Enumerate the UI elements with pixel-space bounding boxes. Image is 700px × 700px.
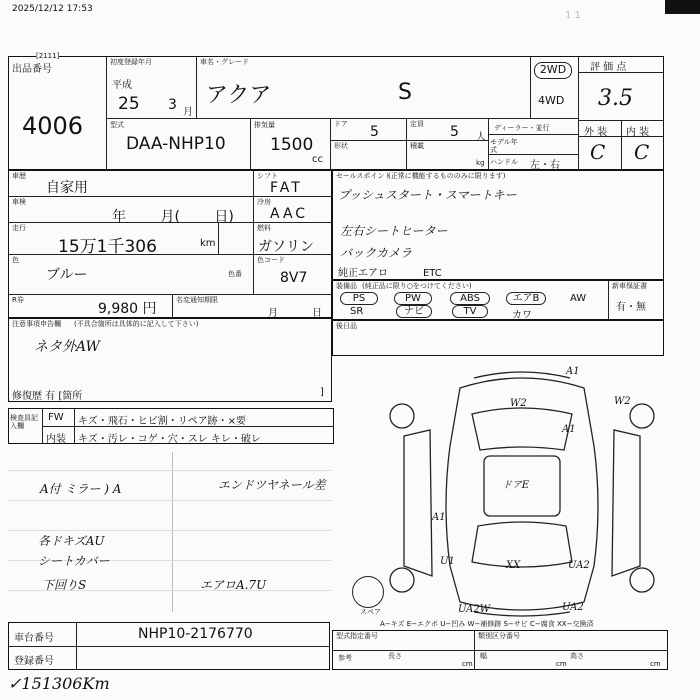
cc-unit: cc <box>312 154 323 165</box>
drive-4wd: 4WD <box>538 94 565 107</box>
disp-label: 排気量 <box>254 121 275 129</box>
insp-hand-4: シートカバー <box>38 554 110 568</box>
mileage-label: 走行 <box>12 224 26 232</box>
height-unit: cm <box>650 660 661 668</box>
notes-sub: (不具合箇所は具体的に記入して下さい) <box>74 320 199 328</box>
repair-end: ] <box>320 387 324 398</box>
insp-hand-6: エアロA.7U <box>200 578 267 592</box>
insp-row2-title: 内装 <box>46 434 66 445</box>
corner-mark <box>665 0 700 14</box>
load-label: 積載 <box>410 142 424 150</box>
model-label: 型式 <box>110 121 124 129</box>
capacity-value: 5 <box>450 124 459 140</box>
type-no-sub: 類別区分番号 <box>478 632 520 640</box>
diagram-mark-door: ドアE <box>502 480 529 491</box>
damage-legend: A−キズ E−エクボ U−凹み W−補修跡 S−サビ C−腐食 XX−交換済 <box>380 620 594 628</box>
insp-hand-5: 下回りS <box>42 578 87 592</box>
sales-line-5: 純正エアロ ETC <box>338 268 442 279</box>
tax-label: 名変通知期限 <box>176 296 218 304</box>
int-label: 内 装 <box>626 127 650 138</box>
equip-sr: SR <box>350 306 364 317</box>
disp-value: 1500 <box>270 135 314 155</box>
bottom-handwriting: ✓151306Km <box>8 674 110 693</box>
width-label: 幅 <box>480 652 487 660</box>
equip-sub: (純正品に限り○をつけてください) <box>362 282 472 290</box>
ext-score: C <box>590 140 606 164</box>
color-code-label: 色コード <box>257 256 285 264</box>
lot-label: 出品番号 <box>12 64 52 75</box>
inspection-value: 年 月( 日) <box>112 209 234 225</box>
color-label: 色 <box>12 256 19 264</box>
equip-abs: ABS <box>450 292 490 305</box>
fuel-value: ガソリン <box>258 239 314 255</box>
door-value: 5 <box>370 124 379 140</box>
equip-tv: TV <box>452 305 488 318</box>
reg-no-label: 登録番号 <box>14 656 54 667</box>
handle-value: 左・右 <box>530 160 560 171</box>
reg-month: 3 <box>168 97 177 113</box>
height-label: 高さ <box>570 652 584 660</box>
equip-ps: PS <box>340 292 378 305</box>
shape-label: 形状 <box>334 142 348 150</box>
sales-label: セールスポイント <box>336 172 392 180</box>
diagram-mark-ua2-right: UA2 <box>568 560 590 571</box>
form-code: [2111] <box>36 52 60 60</box>
diagram-mark-ua2w: UA2W <box>458 604 490 615</box>
diagram-mark-ua2-bottom: UA2 <box>562 602 584 613</box>
sales-line-4: バックカメラ <box>340 246 413 260</box>
km-unit: km <box>200 238 216 249</box>
tax-day: 日 <box>312 308 322 319</box>
first-reg-label: 初度登録年月 <box>110 58 152 66</box>
inspection-label: 車検 <box>12 198 26 206</box>
print-datetime: 2025/12/12 17:53 <box>12 4 93 14</box>
diagram-mark-a1-right: A1 <box>562 424 576 435</box>
diagram-mark-w2-left: W2 <box>510 398 527 409</box>
sales-sub: (正常に機能するもののみに限ります) <box>388 172 506 180</box>
recycle-value: 9,980 円 <box>98 301 157 317</box>
rear-label: 後日品 <box>336 322 357 330</box>
insp-row2: キズ・汚レ・コゲ・穴・スレ キレ・破レ <box>78 434 261 445</box>
insp-hand-3: 各ドキズAU <box>38 534 105 548</box>
shift-value: FAT <box>270 180 303 196</box>
chassis-value: NHP10-2176770 <box>138 626 253 642</box>
month-unit: 月 <box>183 107 193 118</box>
equip-leather: カワ <box>512 310 532 321</box>
ref-label: 参考 <box>338 654 352 662</box>
drive-2wd: 2WD <box>534 62 572 79</box>
ext-label: 外 装 <box>584 127 608 138</box>
ac-label: 冷房 <box>257 198 271 206</box>
handle-label: ハンドル <box>490 158 518 166</box>
era: 平成 <box>112 80 132 91</box>
insp-row1: キズ・飛石・ヒビ割・リペア跡・×要 <box>78 416 246 427</box>
equip-label: 装備品 <box>336 282 357 290</box>
color-code-value: 8V7 <box>280 270 308 286</box>
manual-label: 新車保証書 <box>612 282 647 290</box>
manual-value: 有・無 <box>616 302 646 313</box>
model-year-label: モデル年式 <box>490 138 518 154</box>
color-no-label: 色番 <box>228 270 242 278</box>
model-value: DAA-NHP10 <box>126 134 226 154</box>
notes-label: 注意事項申告欄 <box>12 320 61 328</box>
color-value: ブルー <box>46 267 88 283</box>
door-label: ドア <box>334 120 348 128</box>
capacity-label: 定員 <box>410 120 424 128</box>
rear-box <box>332 320 664 356</box>
diagram-mark-a1-top: A1 <box>566 366 580 377</box>
diagram-mark-a1-left: A1 <box>432 512 446 523</box>
equip-aw: AW <box>570 293 587 304</box>
equip-navi: ナビ <box>396 305 432 318</box>
recycle-label: R券 <box>12 296 24 304</box>
score-value: 3.5 <box>598 86 633 111</box>
mileage-value: 15万1千306 <box>58 237 157 257</box>
int-score: C <box>634 140 650 164</box>
name-label: 車名・グレード <box>200 58 249 66</box>
person-unit: 人 <box>476 132 486 143</box>
history-value: 自家用 <box>46 180 88 196</box>
repair-label: 修復歴 有 [箇所 <box>12 391 83 402</box>
equip-pw: PW <box>394 292 432 305</box>
diagram-mark-xx: XX <box>506 560 521 571</box>
faint-header: 1 1 <box>565 10 581 21</box>
insp-hand-1: A付 ミラー ) A <box>40 482 122 496</box>
fuel-label: 燃料 <box>257 224 271 232</box>
score-label: 評 価 点 <box>590 62 627 73</box>
car-name: アクア <box>206 83 272 108</box>
inspector-label: 検査員記入欄 <box>10 414 38 430</box>
notes-handwritten: ネタ外AW <box>34 339 100 355</box>
car-grade: S <box>398 80 412 105</box>
sales-line-3: 左右シートヒーター <box>340 224 448 238</box>
history-label: 車歴 <box>12 172 26 180</box>
chassis-label: 車台番号 <box>14 633 54 644</box>
width-unit: cm <box>556 660 567 668</box>
reg-year: 25 <box>118 94 140 114</box>
ac-value: AAC <box>270 206 309 222</box>
type-no-label: 型式指定番号 <box>336 632 378 640</box>
tax-month: 月 <box>268 308 278 319</box>
length-label: 長さ <box>388 652 402 660</box>
insp-hand-2: エンドツヤネール差 <box>218 478 326 492</box>
insp-row1-title: FW <box>48 412 64 423</box>
diagram-mark-u1: U1 <box>440 556 455 567</box>
dealer-label: ディーラー・並行 <box>494 124 550 132</box>
lot-number: 4006 <box>22 112 84 140</box>
equip-airbag: エアB <box>506 292 546 305</box>
spare-label: スペア <box>360 608 381 616</box>
kg-unit: kg <box>476 159 485 167</box>
diagram-mark-w2-right: W2 <box>614 396 631 407</box>
sales-line-1: プッシュスタート・スマートキー <box>338 188 517 202</box>
length-unit: cm <box>462 660 473 668</box>
shift-label: シフト <box>257 172 278 180</box>
